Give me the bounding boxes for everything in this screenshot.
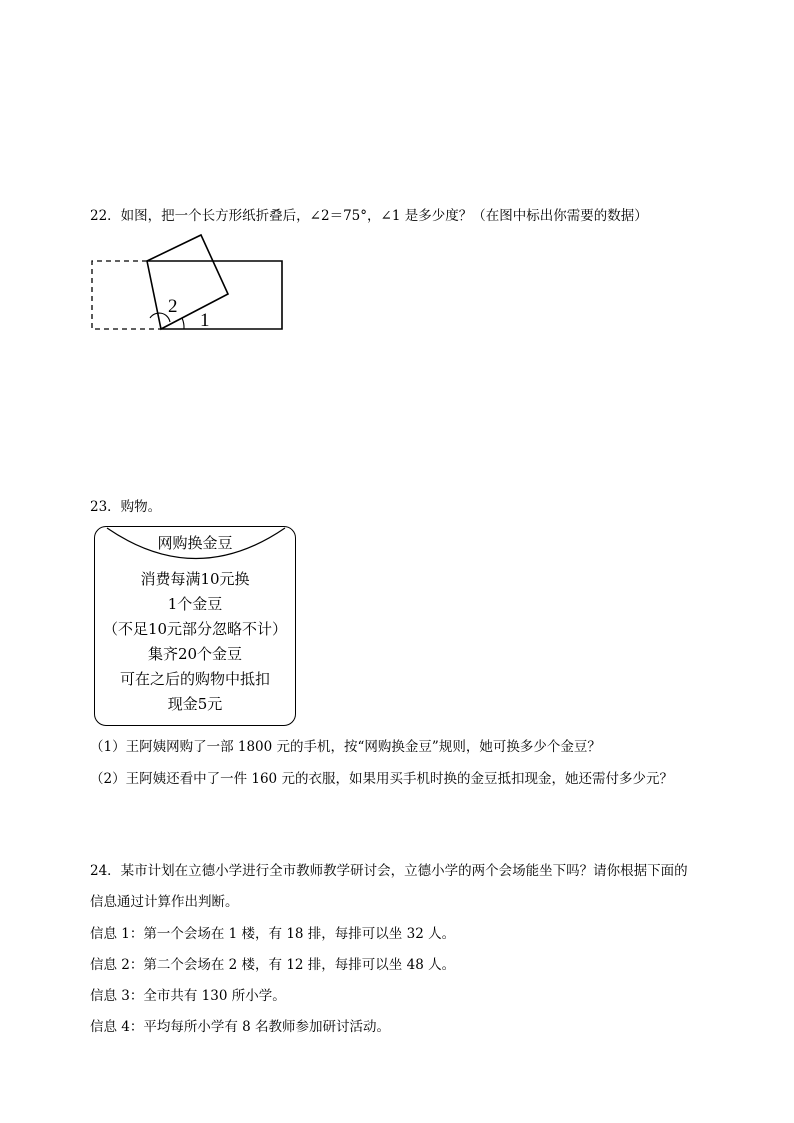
info-item: 信息 2：第二个会场在 2 楼，有 12 排，每排可以坐 48 人。 [90,957,456,973]
question-23-part-2: （2）王阿姨还看中了一件 160 元的衣服，如果用买手机时换的金豆抵扣现金，她还需付多少元？ [90,771,673,787]
question-24-line-2: 信息通过计算作出判断。 [90,894,239,910]
question-22-text: 22．如图，把一个长方形纸折叠后，∠2＝75°，∠1 是多少度？（在图中标出你需要的数据） [90,208,648,224]
rectangle-edge [147,261,282,329]
info-item: 信息 4：平均每所小学有 8 名教师参加研讨活动。 [90,1019,391,1035]
angle-1-arc [182,318,184,329]
question-24-line-1: 24．某市计划在立德小学进行全市教师教学研讨会，立德小学的两个会场能坐下吗？请你根据下面的 [90,863,688,879]
folded-rectangle-diagram [88,228,288,338]
angle-2-label: 2 [168,296,178,317]
gold-bean-rules-card [94,526,296,726]
info-item: 信息 3：全市共有 130 所小学。 [90,988,286,1004]
question-23-heading: 23．购物。 [90,499,162,515]
question-23-part-1: （1）王阿姨网购了一部 1800 元的手机，按“网购换金豆”规则，她可换多少个金豆？ [90,739,601,755]
card-line: 1个金豆 [167,595,223,613]
angle-1-label: 1 [200,310,210,331]
dashed-original-edge [92,261,161,329]
card-line: 现金5元 [167,695,223,713]
card-line: 集齐20个金豆 [147,645,243,663]
card-line: （不足10元部分忽略不计） [102,620,288,638]
card-title: 网购换金豆 [157,534,233,552]
card-line: 可在之后的购物中抵扣 [119,670,270,688]
folded-flap [147,235,228,329]
info-item: 信息 1：第一个会场在 1 楼，有 18 排，每排可以坐 32 人。 [90,926,456,942]
card-line: 消费每满10元换 [140,570,250,588]
